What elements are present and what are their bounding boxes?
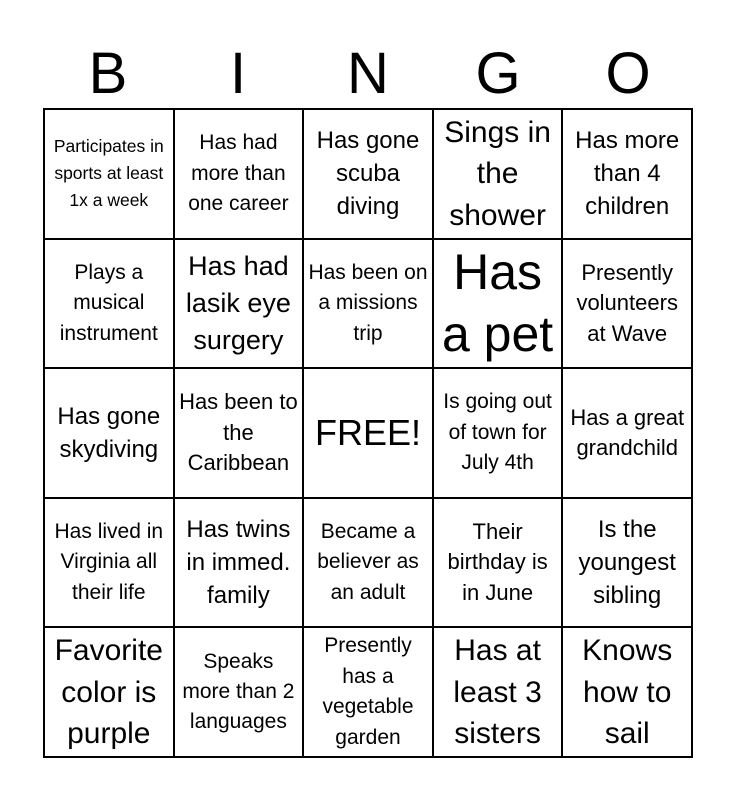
cell-text: Sings in the shower bbox=[444, 115, 551, 232]
header-letter-i: I bbox=[229, 41, 247, 106]
bingo-cell[interactable] bbox=[562, 109, 692, 239]
cell-text: Became a believer as an adult bbox=[317, 519, 419, 604]
bingo-cell[interactable] bbox=[174, 368, 304, 498]
cell-text: Has gone scuba diving bbox=[316, 127, 420, 221]
cell-text: Has a pet bbox=[441, 243, 554, 363]
bingo-cell[interactable] bbox=[303, 498, 433, 628]
cell-text: Has a great grandchild bbox=[570, 404, 685, 460]
bingo-cell[interactable] bbox=[174, 109, 304, 239]
cell-text: Their birthday is in June bbox=[447, 519, 548, 605]
header-letter-g: G bbox=[475, 41, 521, 106]
bingo-cell[interactable] bbox=[44, 498, 174, 628]
cell-text: Has been on a missions trip bbox=[308, 260, 428, 345]
cell-text: Is going out of town for July 4th bbox=[443, 390, 552, 475]
cell-text: Favorite color is purple bbox=[54, 634, 163, 750]
bingo-cell[interactable] bbox=[44, 368, 174, 498]
bingo-cell[interactable] bbox=[174, 498, 304, 628]
bingo-cell[interactable] bbox=[562, 368, 692, 498]
bingo-cell[interactable] bbox=[174, 627, 304, 757]
cell-text: Has at least 3 sisters bbox=[453, 634, 542, 750]
bingo-cell[interactable] bbox=[433, 109, 563, 239]
bingo-board bbox=[43, 108, 693, 758]
cell-text: Participates in sports at least 1x a week bbox=[53, 136, 164, 211]
cell-text: Speaks more than 2 languages bbox=[182, 649, 295, 734]
bingo-cell[interactable] bbox=[433, 368, 563, 498]
bingo-cell[interactable] bbox=[174, 239, 304, 369]
cell-text: Has more than 4 children bbox=[575, 127, 680, 221]
free-space[interactable] bbox=[303, 368, 433, 498]
bingo-cell[interactable] bbox=[44, 627, 174, 757]
cell-text: Has had more than one career bbox=[188, 131, 289, 216]
cell-text: Has twins in immed. family bbox=[186, 515, 291, 610]
bingo-cell[interactable] bbox=[44, 239, 174, 369]
bingo-cell[interactable] bbox=[433, 239, 563, 369]
cell-text: Has gone skydiving bbox=[57, 402, 161, 463]
cell-text: FREE! bbox=[314, 412, 421, 454]
header-letter-b: B bbox=[88, 41, 128, 106]
bingo-cell[interactable] bbox=[303, 109, 433, 239]
bingo-header bbox=[43, 40, 693, 108]
bingo-cell[interactable] bbox=[44, 109, 174, 239]
cell-text: Presently volunteers at Wave bbox=[576, 259, 678, 346]
bingo-cell[interactable] bbox=[562, 627, 692, 757]
cell-text: Has had lasik eye surgery bbox=[185, 250, 291, 356]
cell-text: Has lived in Virginia all their life bbox=[54, 519, 164, 604]
bingo-cell[interactable] bbox=[562, 498, 692, 628]
cell-text: Has been to the Caribbean bbox=[179, 389, 298, 476]
cell-text: Plays a musical instrument bbox=[59, 260, 158, 345]
bingo-cell[interactable] bbox=[303, 239, 433, 369]
cell-text: Is the youngest sibling bbox=[578, 515, 676, 610]
bingo-cell[interactable] bbox=[303, 627, 433, 757]
cell-text: Presently has a vegetable garden bbox=[322, 634, 414, 749]
bingo-cell[interactable] bbox=[562, 239, 692, 369]
bingo-cell[interactable] bbox=[433, 498, 563, 628]
header-letter-n: N bbox=[347, 41, 389, 106]
cell-text: Knows how to sail bbox=[582, 634, 673, 750]
bingo-cell[interactable] bbox=[433, 627, 563, 757]
header-letter-o: O bbox=[605, 41, 651, 106]
